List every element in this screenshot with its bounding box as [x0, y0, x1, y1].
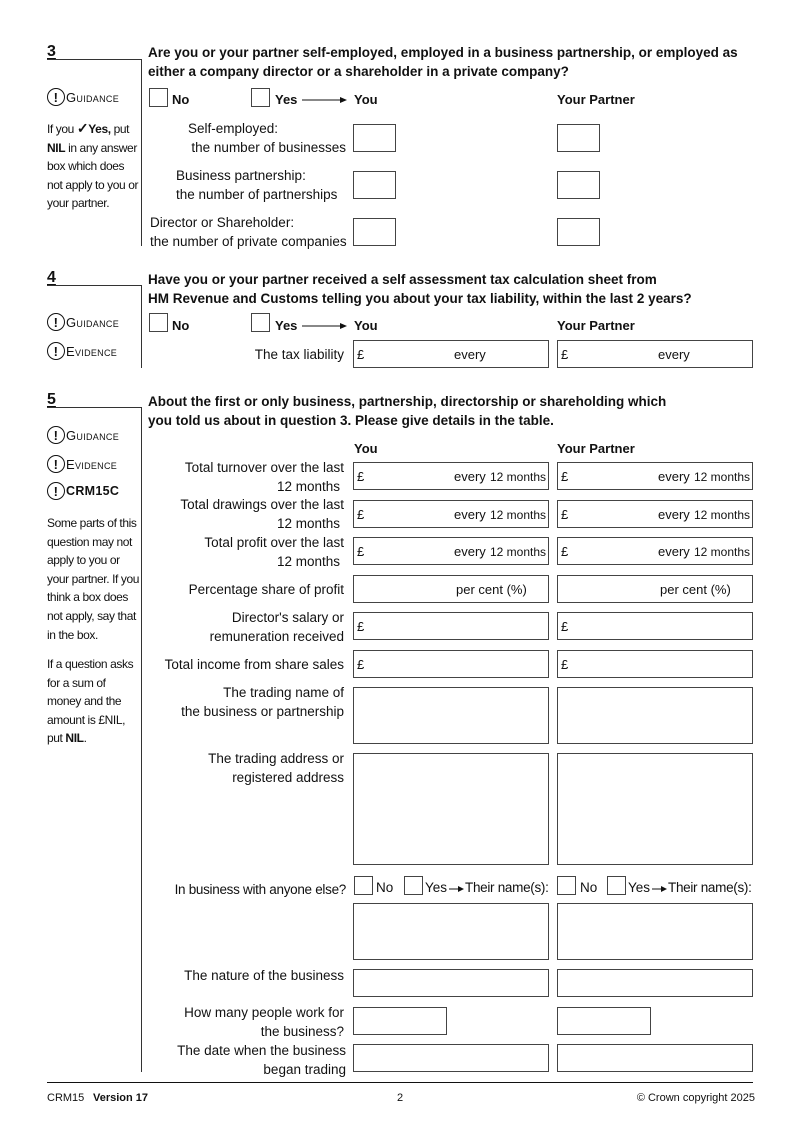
q4-question-text: HM Revenue and Customs telling you about your tax liability, within the last	[148, 291, 634, 306]
footer-rule	[47, 1082, 753, 1083]
q4-evidence[interactable]	[47, 342, 117, 360]
label-line: 12 months	[276, 516, 340, 531]
evidence-label: Evidence	[66, 343, 118, 359]
q4-you-liability-input[interactable]	[353, 340, 549, 368]
currency-symbol: £	[561, 619, 569, 634]
q5-question-num: 3	[340, 413, 348, 428]
q3-you-header: You	[354, 92, 378, 107]
q5-partner-nature-input[interactable]	[557, 969, 753, 997]
q3-question-end: ?	[560, 64, 569, 79]
check-icon: ✓	[76, 120, 89, 136]
every-label: every	[454, 507, 486, 522]
label-line: the number of private companies	[150, 234, 347, 249]
every-label: every	[454, 544, 486, 559]
q5-you-yes-label: Yes	[425, 880, 448, 895]
q5-you-their-names-label: Their name(s):	[465, 880, 549, 895]
q3-row-self-employed-label	[150, 119, 370, 157]
q4-no-label: No	[172, 318, 190, 333]
currency-symbol: £	[357, 657, 365, 672]
q3-partner-partnerships-input[interactable]	[557, 171, 600, 199]
q5-drawings-label	[150, 495, 344, 533]
q5-side-vline	[141, 407, 142, 1072]
exclamation-icon: !	[47, 455, 65, 473]
label-line: began trading	[263, 1062, 346, 1077]
q5-question	[148, 392, 768, 430]
currency-symbol: £	[357, 544, 365, 559]
currency-symbol: £	[357, 507, 365, 522]
months-label: 12 months	[490, 470, 547, 484]
q4-partner-header: Your Partner	[557, 318, 635, 333]
exclamation-icon: !	[47, 313, 65, 331]
q3-partner-header: Your Partner	[557, 92, 635, 107]
label-line: Director's salary or	[231, 610, 344, 625]
currency-symbol: £	[357, 469, 365, 484]
q5-you-yes-checkbox[interactable]	[404, 876, 423, 895]
note-text: in any answer box which does not apply to you or your partner.	[47, 140, 139, 211]
q5-you-share-sales-input[interactable]	[353, 650, 549, 678]
q3-you-partnerships-input[interactable]	[353, 171, 396, 199]
label-line: the business or partnership	[181, 704, 344, 719]
currency-symbol: £	[561, 469, 569, 484]
q4-question-line	[148, 289, 768, 308]
q5-question-text: you told us about in question	[148, 413, 337, 428]
per-cent-label: per cent (%)	[456, 582, 527, 597]
q3-note	[47, 119, 142, 213]
every-label: every	[658, 544, 690, 559]
evidence-label: Evidence	[66, 456, 118, 472]
crm15c-label: CRM15C	[66, 484, 120, 498]
question-5-number: 5	[47, 391, 56, 408]
q3-question-text: Are you or your partner self-employed, employed in a business partnership, or employed as either a company director or a shareholder	[148, 45, 738, 79]
q5-trading-address-label	[150, 749, 344, 787]
guidance-label: Guidance	[66, 89, 120, 105]
q5-you-no-checkbox[interactable]	[354, 876, 373, 895]
q5-turnover-label	[150, 458, 344, 496]
q5-you-no-label: No	[376, 880, 394, 895]
q3-no-checkbox[interactable]	[149, 88, 168, 107]
label-line: 12 months	[276, 479, 340, 494]
q5-you-turnover-input[interactable]	[353, 462, 549, 490]
q5-question-line: About the first or only business, partnership, directorship or shareholding which	[148, 394, 667, 409]
q5-crm15c[interactable]	[47, 482, 119, 500]
q5-guidance[interactable]	[47, 426, 119, 444]
q3-partner-businesses-input[interactable]	[557, 124, 600, 152]
q5-partner-share-sales-input[interactable]	[557, 650, 753, 678]
q5-you-date-input[interactable]	[353, 1044, 549, 1072]
q4-you-header: You	[354, 318, 378, 333]
months-label: 12 months	[694, 545, 751, 559]
every-label: every	[454, 469, 486, 484]
q5-partner-no-checkbox[interactable]	[557, 876, 576, 895]
q5-you-salary-input[interactable]	[353, 612, 549, 640]
q5-partner-names-input[interactable]	[557, 903, 753, 960]
label-line: The date when the business	[177, 1043, 346, 1058]
label-line: Total turnover over the last	[184, 460, 344, 475]
q4-guidance[interactable]	[47, 313, 119, 331]
currency-symbol: £	[561, 507, 569, 522]
arrow-right-icon	[652, 886, 668, 892]
note-text: .	[83, 731, 87, 746]
months-label: 12 months	[694, 508, 751, 522]
note-text: If you	[47, 122, 74, 136]
guidance-label: Guidance	[66, 314, 120, 330]
q4-question-end: ?	[683, 291, 692, 306]
note-text: If a question asks for a sum of money and the amount is £NIL, put	[47, 657, 134, 746]
q5-share-label: Percentage share of profit	[188, 582, 344, 597]
every-label: every	[454, 347, 486, 362]
label-line: Total profit over the last	[204, 535, 344, 550]
q3-you-companies-input[interactable]	[353, 218, 396, 246]
q5-salary-label	[150, 608, 344, 646]
q5-share-sales-label: Total income from share sales	[164, 657, 344, 672]
q5-note-1: Some parts of this question may not apply to you or your partner. If you think a box does not apply, say that in the box.	[47, 516, 140, 642]
q5-partner-no-label: No	[580, 880, 598, 895]
footer-page-number: 2	[397, 1092, 404, 1104]
q5-question-line	[148, 411, 768, 430]
note-yes: Yes,	[88, 122, 111, 136]
q5-nature-label: The nature of the business	[184, 968, 344, 983]
q5-people-label	[150, 1003, 344, 1041]
label-line: Director or Shareholder:	[150, 215, 295, 230]
every-label: every	[658, 347, 690, 362]
every-label: every	[658, 469, 690, 484]
note-nil: NIL	[65, 731, 84, 746]
footer-copyright: © Crown copyright 2025	[636, 1092, 755, 1104]
q3-question-bold: in a private company	[426, 64, 561, 79]
months-label: 12 months	[694, 470, 751, 484]
label-line: the number of businesses	[191, 140, 346, 155]
footer-version: Version 17	[93, 1092, 149, 1104]
label-line: The trading name of	[223, 685, 344, 700]
q5-partner-profit-input[interactable]	[557, 537, 753, 565]
label-line: the business?	[260, 1024, 344, 1039]
q5-you-profit-input[interactable]	[353, 537, 549, 565]
q5-you-drawings-input[interactable]	[353, 500, 549, 528]
q4-yes-label: Yes	[275, 318, 298, 333]
per-cent-label: per cent (%)	[660, 582, 731, 597]
currency-symbol: £	[357, 347, 365, 362]
q3-you-businesses-input[interactable]	[353, 124, 396, 152]
q5-trading-name-label	[150, 683, 344, 721]
q5-partner-drawings-input[interactable]	[557, 500, 753, 528]
label-line: Business partnership:	[176, 168, 306, 183]
q4-liability-label: The tax liability	[254, 347, 344, 362]
q5-anyone-label: In business with anyone else?	[174, 882, 346, 897]
label-line: 12 months	[276, 554, 340, 569]
q4-question-bold: 2 years	[636, 291, 684, 306]
q5-you-nature-input[interactable]	[353, 969, 549, 997]
q5-partner-yes-checkbox[interactable]	[607, 876, 626, 895]
q3-partner-companies-input[interactable]	[557, 218, 600, 246]
q5-side-rule	[47, 407, 142, 412]
currency-symbol: £	[561, 347, 569, 362]
q5-partner-turnover-input[interactable]	[557, 462, 753, 490]
currency-symbol: £	[357, 619, 365, 634]
arrow-right-icon	[302, 322, 348, 330]
q5-you-people-input[interactable]	[353, 1007, 447, 1035]
q3-no-label: No	[172, 92, 190, 107]
exclamation-icon: !	[47, 88, 65, 106]
arrow-right-icon	[302, 96, 348, 104]
q5-partner-share-input[interactable]	[557, 575, 753, 603]
label-line: Total drawings over the last	[180, 497, 344, 512]
label-line: Self-employed:	[188, 121, 279, 136]
q5-date-label	[150, 1041, 346, 1079]
q5-partner-yes-label: Yes	[628, 880, 651, 895]
currency-symbol: £	[561, 544, 569, 559]
q5-partner-date-input[interactable]	[557, 1044, 753, 1072]
q5-partner-trading-address-input[interactable]	[557, 753, 753, 865]
note-nil: NIL	[47, 140, 66, 155]
exclamation-icon: !	[47, 342, 65, 360]
q3-yes-label: Yes	[275, 92, 298, 107]
q5-partner-their-names-label: Their name(s):	[668, 880, 752, 895]
q5-you-trading-name-input[interactable]	[353, 687, 549, 744]
q5-you-names-input[interactable]	[353, 903, 549, 960]
q5-note-2	[47, 655, 139, 748]
q5-you-share-input[interactable]	[353, 575, 549, 603]
question-4-number: 4	[47, 269, 56, 286]
label-line: How many people work for	[184, 1005, 344, 1020]
q3-guidance[interactable]	[47, 88, 119, 106]
label-line: the number of partnerships	[176, 187, 338, 202]
months-label: 12 months	[490, 545, 547, 559]
q5-profit-label	[150, 533, 344, 571]
label-line: remuneration received	[209, 629, 344, 644]
q3-row-partnership-label	[150, 166, 346, 204]
arrow-right-icon	[449, 886, 465, 892]
label-line: The trading address or	[208, 751, 344, 766]
q5-question-text: . Please give details in the table.	[347, 413, 554, 428]
q3-row-director-label	[150, 213, 350, 251]
footer-form-code: CRM15	[47, 1092, 85, 1104]
q4-yes-checkbox[interactable]	[251, 313, 270, 332]
every-label: every	[658, 507, 690, 522]
q3-yes-checkbox[interactable]	[251, 88, 270, 107]
label-line: registered address	[232, 770, 344, 785]
exclamation-icon: !	[47, 426, 65, 444]
q5-partner-salary-input[interactable]	[557, 612, 753, 640]
q4-question-line: Have you or your partner received a self assessment tax calculation sheet from	[148, 272, 657, 287]
q4-question	[148, 270, 768, 308]
q4-no-checkbox[interactable]	[149, 313, 168, 332]
note-text: put	[113, 122, 130, 136]
currency-symbol: £	[561, 657, 569, 672]
q3-question	[148, 43, 758, 81]
q4-partner-liability-input[interactable]	[557, 340, 753, 368]
q5-you-trading-address-input[interactable]	[353, 753, 549, 865]
q5-evidence[interactable]	[47, 455, 117, 473]
q5-you-header: You	[354, 441, 378, 456]
months-label: 12 months	[490, 508, 547, 522]
guidance-label: Guidance	[66, 427, 120, 443]
exclamation-icon: !	[47, 482, 65, 500]
q5-partner-header: Your Partner	[557, 441, 635, 456]
q5-partner-trading-name-input[interactable]	[557, 687, 753, 744]
q5-partner-people-input[interactable]	[557, 1007, 651, 1035]
question-3-number: 3	[47, 43, 56, 60]
